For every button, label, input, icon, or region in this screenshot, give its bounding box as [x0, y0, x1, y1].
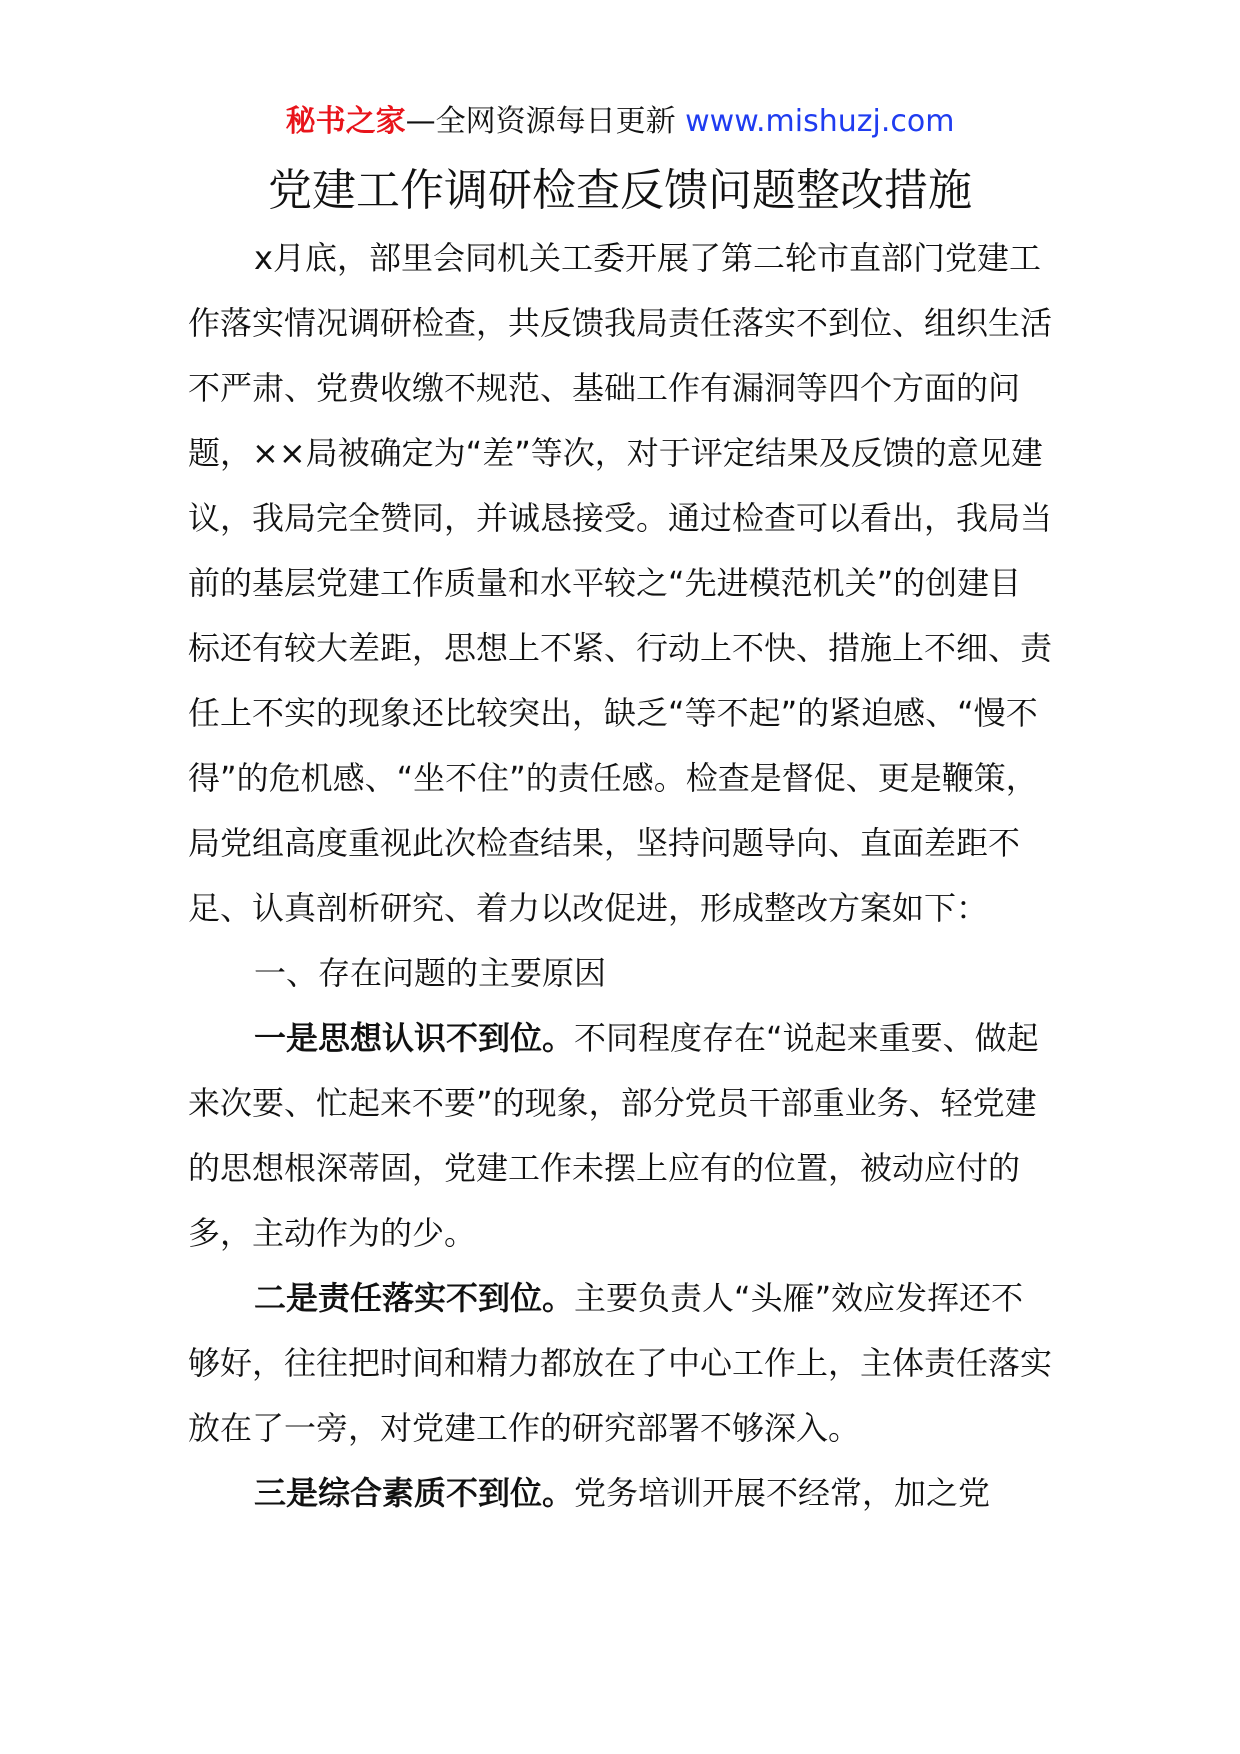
- point-text: 不同程度存在“说起来重要、做起来次要、忙起来不要”的现象，部分党员干部重业务、轻党建的思想根深蒂固，党建工作未摆上应有的位置，被动应付的多，主动作为的少。: [188, 1019, 1039, 1252]
- site-url-link[interactable]: www.mishuzj.com: [685, 104, 955, 139]
- brand-name: 秘书之家: [285, 104, 406, 139]
- section-heading: 一、存在问题的主要原因: [254, 954, 607, 992]
- point-text: 党务培训开展不经常，加之党: [574, 1474, 991, 1512]
- point-text: 主要负责人“头雁”效应发挥还不够好，往往把时间和精力都放在了中心工作上，主体责任落实放在了一旁，对党建工作的研究部署不够深入。: [188, 1279, 1053, 1447]
- point-lead: 三是综合素质不到位。: [254, 1474, 575, 1512]
- document-body: [188, 226, 1052, 1526]
- point-lead: 一是思想认识不到位。: [254, 1019, 575, 1057]
- document-title: 党建工作调研检查反馈问题整改措施: [268, 165, 972, 216]
- point-paragraph-2: [188, 1266, 1052, 1461]
- point-lead: 二是责任落实不到位。: [254, 1279, 575, 1317]
- header-tagline: —全网资源每日更新: [405, 104, 676, 139]
- intro-paragraph: x月底，部里会同机关工委开展了第二轮市直部门党建工作落实情况调研检查，共反馈我局责任落实不到位、组织生活不严肃、党费收缴不规范、基础工作有漏洞等四个方面的问题，××局被确定为“差”等次，对于评定结果及反馈的意见建议，我局完全赞同，并诚恳接受。通过检查可以看出，我局当前的基层党建工作质量和水平较之“先进模范机关”的创建目标还有较大差距，思想上不紧、行动上不快、措施上不细、责任上不实的现象还比较突出，缺乏“等不起”的紧迫感、“慢不得”的危机感、“坐不住”的责任感。检查是督促、更是鞭策，局党组高度重视此次检查结果，坚持问题导向、直面差距不足、认真剖析研究、着力以改促进，形成整改方案如下：: [188, 239, 1053, 927]
- point-paragraph-3: [188, 1461, 1052, 1526]
- site-header: [0, 100, 1240, 144]
- point-paragraph-1: [188, 1006, 1052, 1266]
